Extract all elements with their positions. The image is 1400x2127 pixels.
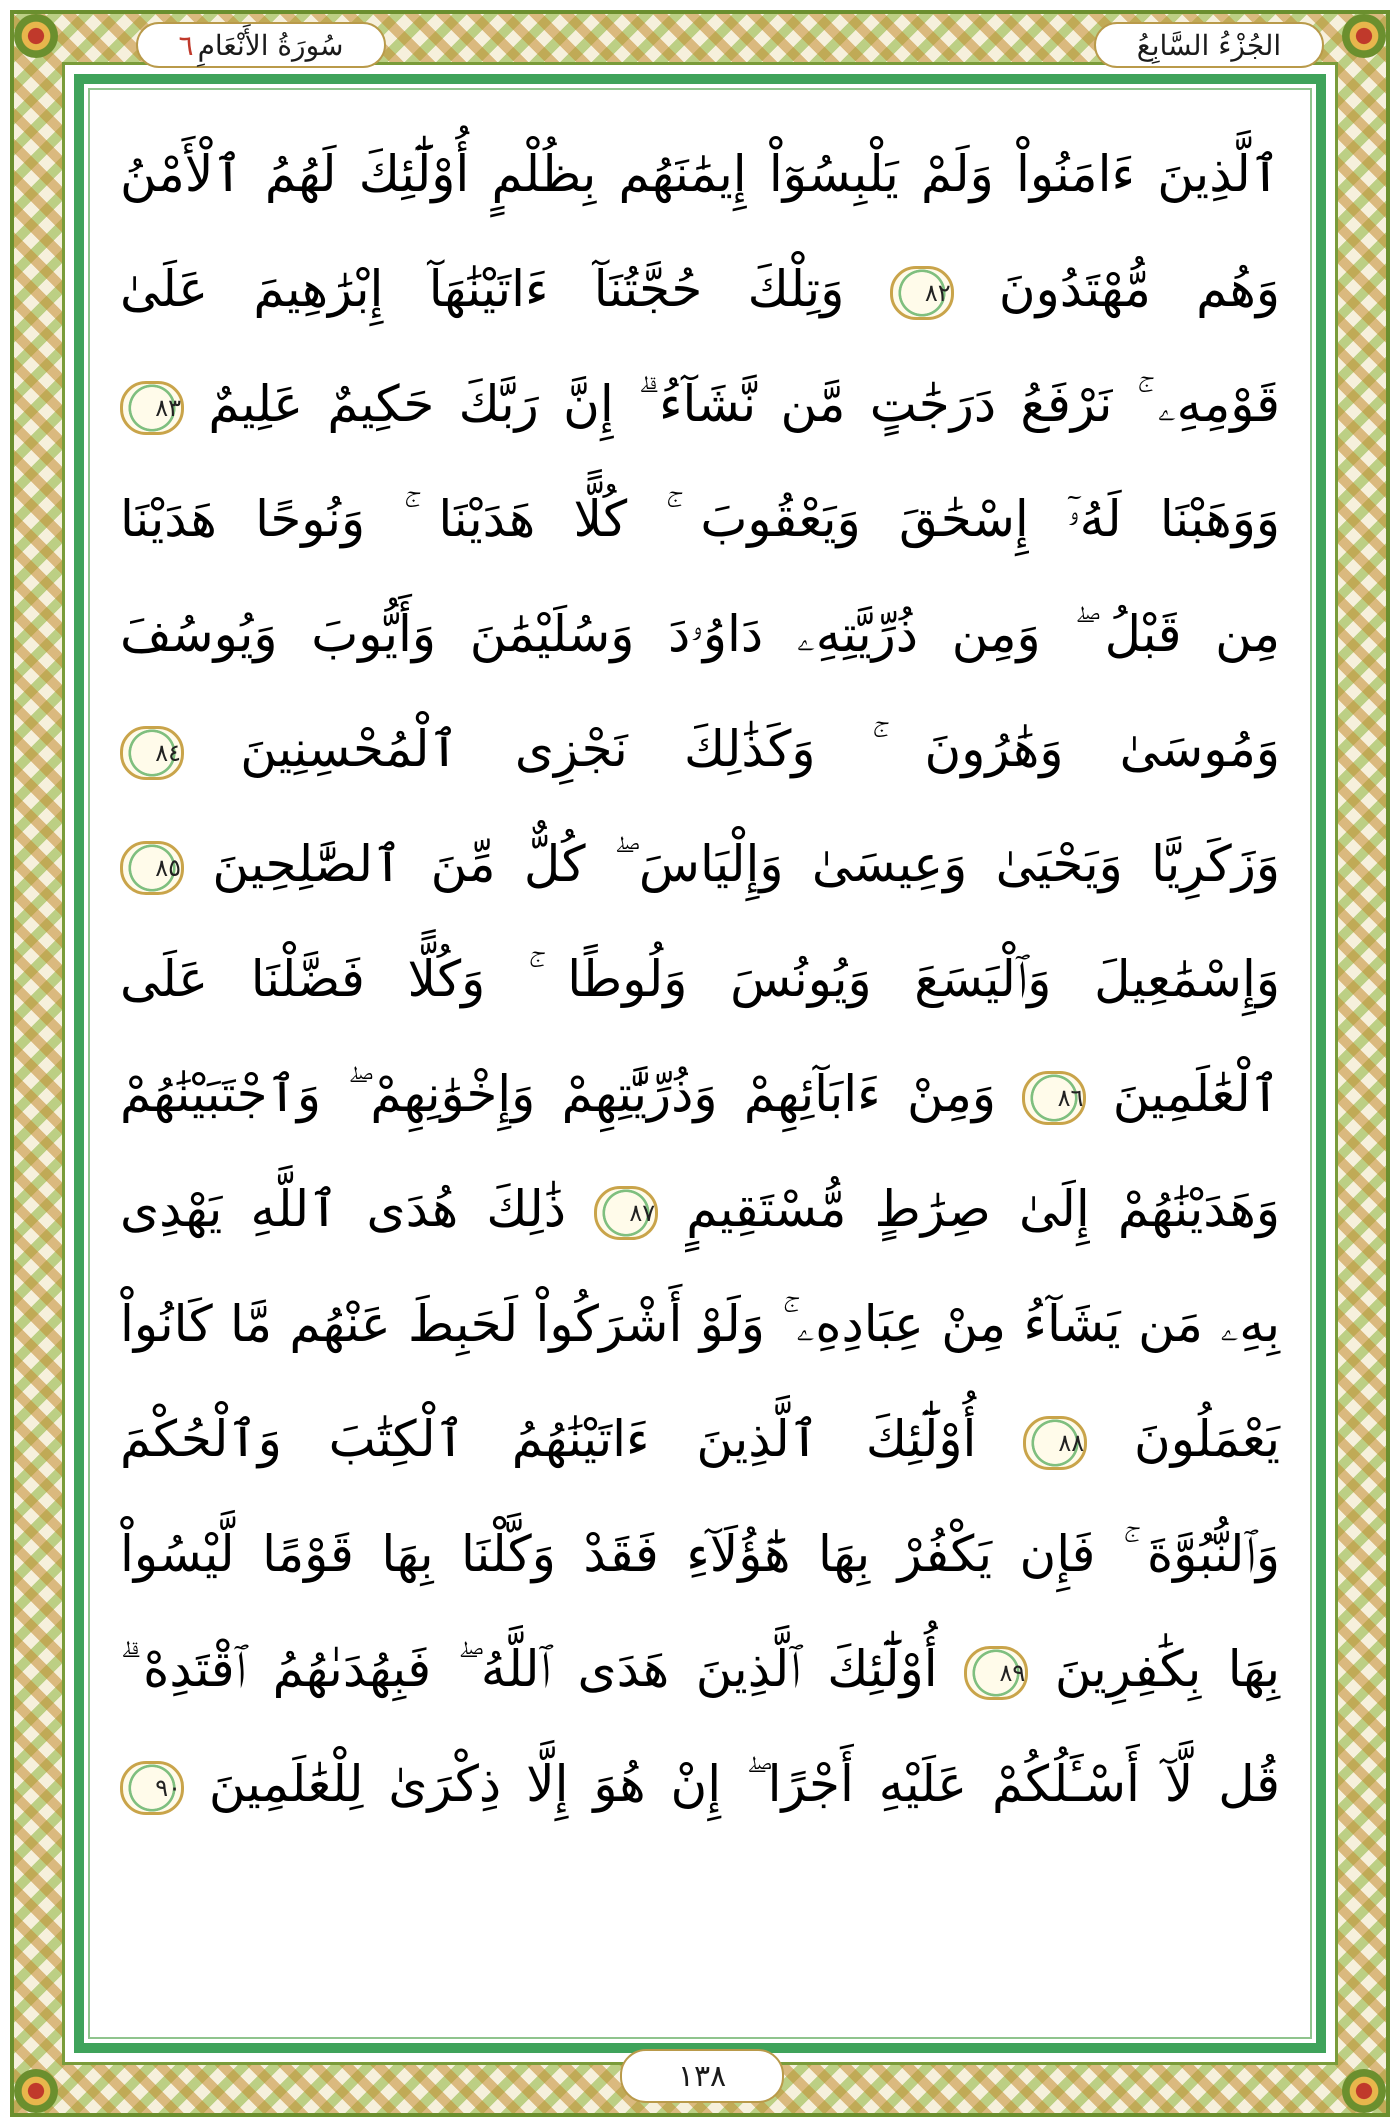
verse-text: وَإِسْمَٰعِيلَ وَٱلْيَسَعَ وَيُونُسَ وَلُوطًا ۚ وَكُلًّا فَضَّلْنَا عَلَى <box>120 950 1280 1008</box>
corner-ornament-icon <box>14 14 58 58</box>
verse-text: قَوْمِهِۦ ۚ نَرْفَعُ دَرَجَٰتٍ مَّن نَّشَآءُ ۗ إِنَّ رَبَّكَ حَكِيمٌ عَلِيمٌ <box>208 375 1280 433</box>
verse-line <box>120 1728 1280 1840</box>
verse-text: أُوْلَٰٓئِكَ ٱلَّذِينَ ءَاتَيْنَٰهُمُ ٱلْكِتَٰبَ وَٱلْحُكْمَ <box>120 1410 977 1468</box>
ayah-number-marker: ٩٠ <box>120 1761 184 1815</box>
verse-text: وَهَدَيْنَٰهُمْ إِلَىٰ صِرَٰطٍ مُّسْتَقِيمٍ <box>686 1180 1280 1238</box>
verse-line <box>120 923 1280 1035</box>
verse-line <box>120 1613 1280 1725</box>
verse-text: وَمِنْ ءَابَآئِهِمْ وَذُرِّيَّٰتِهِمْ وَإِخْوَٰنِهِمْ ۖ وَٱجْتَبَيْنَٰهُمْ <box>120 1065 997 1123</box>
verse-text: وَزَكَرِيَّا وَيَحْيَىٰ وَعِيسَىٰ وَإِلْيَاسَ ۖ كُلٌّ مِّنَ ٱلصَّٰلِحِينَ <box>212 835 1280 893</box>
verse-line <box>120 1153 1280 1265</box>
verse-text: ٱلَّذِينَ ءَامَنُواْ وَلَمْ يَلْبِسُوٓاْ إِيمَٰنَهُم بِظُلْمٍ أُوْلَٰٓئِكَ لَهُمُ ٱلْأَمْنُ <box>120 145 1280 203</box>
verse-text: وَمُوسَىٰ وَهَٰرُونَ ۚ وَكَذَٰلِكَ نَجْزِى ٱلْمُحْسِنِينَ <box>240 720 1280 778</box>
verse-line <box>120 233 1280 345</box>
corner-ornament-icon <box>1342 14 1386 58</box>
juz-label-text: الجُزْءُ السَّابِعُ <box>1136 28 1282 62</box>
verse-text: وَٱلنُّبُوَّةَ ۚ فَإِن يَكْفُرْ بِهَا هَٰٓؤُلَآءِ فَقَدْ وَكَّلْنَا بِهَا قَوْمًا لَّيْسُواْ <box>120 1525 1280 1583</box>
ayah-number-marker: ٨٧ <box>594 1186 658 1240</box>
verse-line <box>120 348 1280 460</box>
ayah-number-marker: ٨٩ <box>964 1646 1028 1700</box>
verse-text: قُل لَّآ أَسْـَٔلُكُمْ عَلَيْهِ أَجْرًا ۖ إِنْ هُوَ إِلَّا ذِكْرَىٰ لِلْعَٰلَمِينَ <box>208 1755 1280 1813</box>
verse-text: بِهِۦ مَن يَشَآءُ مِنْ عِبَادِهِۦ ۚ وَلَوْ أَشْرَكُواْ لَحَبِطَ عَنْهُم مَّا كَانُواْ <box>120 1295 1280 1353</box>
ayah-number-marker: ٨٥ <box>120 841 184 895</box>
verse-line <box>120 1498 1280 1610</box>
surah-label <box>136 22 386 68</box>
verse-line <box>120 1268 1280 1380</box>
verse-text: ٱلْعَٰلَمِينَ <box>1112 1065 1280 1123</box>
verse-line <box>120 808 1280 920</box>
verse-text: بِهَا بِكَٰفِرِينَ <box>1054 1640 1280 1698</box>
ayah-number-marker: ٨٤ <box>120 726 184 780</box>
verse-line <box>120 118 1280 230</box>
page-number <box>620 2049 784 2103</box>
surah-number: ٦ <box>178 28 194 62</box>
page-number-text: ١٣٨ <box>677 2058 727 2094</box>
verse-text: وَهُم مُّهْتَدُونَ <box>998 260 1280 318</box>
verse-text: ذَٰلِكَ هُدَى ٱللَّهِ يَهْدِى <box>120 1180 567 1238</box>
verse-text: يَعْمَلُونَ <box>1133 1410 1281 1468</box>
ayah-number-marker: ٨٢ <box>890 266 954 320</box>
verse-line <box>120 693 1280 805</box>
verse-line <box>120 578 1280 690</box>
ayah-number-marker: ٨٦ <box>1022 1071 1086 1125</box>
ayah-number-marker: ٨٣ <box>120 381 184 435</box>
corner-ornament-icon <box>14 2069 58 2113</box>
verse-text: مِن قَبْلُ ۖ وَمِن ذُرِّيَّتِهِۦ دَاوُۥدَ وَسُلَيْمَٰنَ وَأَيُّوبَ وَيُوسُفَ <box>120 605 1280 663</box>
ayah-number-marker: ٨٨ <box>1023 1416 1087 1470</box>
verse-text: أُوْلَٰٓئِكَ ٱلَّذِينَ هَدَى ٱللَّهُ ۖ فَبِهُدَىٰهُمُ ٱقْتَدِهْ ۗ <box>120 1640 938 1698</box>
verse-text: وَوَهَبْنَا لَهُۥٓ إِسْحَٰقَ وَيَعْقُوبَ ۚ كُلًّا هَدَيْنَا ۚ وَنُوحًا هَدَيْنَا <box>120 490 1280 548</box>
surah-label-text: سُورَةُ الأَنْعَامِ <box>197 28 344 62</box>
verse-line <box>120 1383 1280 1495</box>
verse-line <box>120 463 1280 575</box>
verse-line <box>120 1038 1280 1150</box>
corner-ornament-icon <box>1342 2069 1386 2113</box>
verse-text: وَتِلْكَ حُجَّتُنَآ ءَاتَيْنَٰهَآ إِبْرَٰهِيمَ عَلَىٰ <box>120 260 845 318</box>
juz-label <box>1094 22 1324 68</box>
